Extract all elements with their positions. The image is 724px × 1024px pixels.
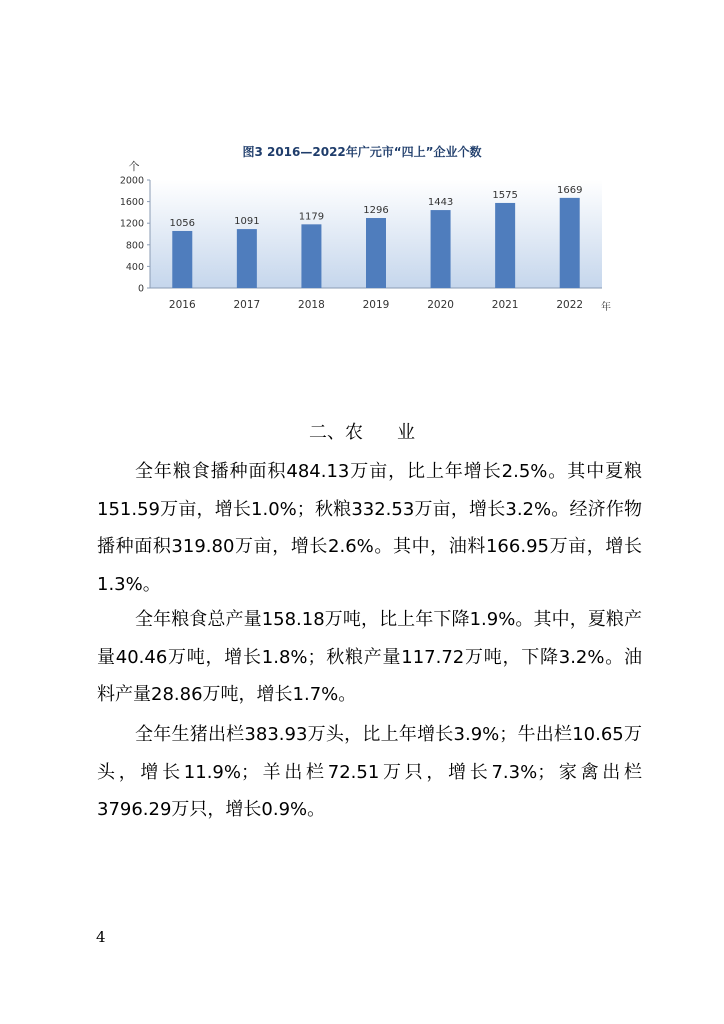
x-tick-label: 2018 xyxy=(298,299,325,311)
x-tick-label: 2020 xyxy=(427,299,454,311)
x-tick-label: 2017 xyxy=(233,299,261,311)
bar-value-label: 1575 xyxy=(492,189,518,201)
bar-2021 xyxy=(495,203,515,288)
page-number: 4 xyxy=(96,928,106,946)
y-tick-label: 0 xyxy=(137,283,144,295)
bar-value-label: 1179 xyxy=(298,211,325,223)
x-tick-label: 2021 xyxy=(491,299,519,311)
bar-2016 xyxy=(172,231,192,288)
paragraph-crop-area: 全年粮食播种面积484.13万亩，比上年增长2.5%。其中夏粮151.59万亩，增长1.0%；秋粮332.53万亩，增长3.2%。经济作物播种面积319.80万亩，增长2.6%。其中，油料166.95万亩，增长1.3%。 xyxy=(97,461,642,595)
bar-chart xyxy=(118,158,618,318)
chart-title: 图3 2016—2022年广元市“四上”企业个数 xyxy=(242,145,482,159)
paragraph-grain-output: 全年粮食总产量158.18万吨，比上年下降1.9%。其中，夏粮产量40.46万吨，增长1.8%；秋粮产量117.72万吨，下降3.2%。油料产量28.86万吨，增长1.7%。 xyxy=(97,609,642,705)
bar-value-label: 1669 xyxy=(556,184,583,196)
bar-value-label: 1296 xyxy=(363,205,389,217)
bar-2020 xyxy=(431,210,451,288)
x-tick-label: 2022 xyxy=(556,299,584,311)
section-heading xyxy=(0,418,724,444)
bar-value-label: 1091 xyxy=(234,216,260,228)
x-tick-label: 2019 xyxy=(362,299,390,311)
bar-value-label: 1056 xyxy=(169,217,196,229)
bar-2018 xyxy=(301,224,321,288)
y-tick-label: 400 xyxy=(125,261,144,273)
y-tick-label: 1200 xyxy=(119,218,144,230)
y-tick-label: 800 xyxy=(125,240,144,252)
x-tick-label: 2016 xyxy=(168,299,196,311)
bar-value-label: 1443 xyxy=(427,197,454,209)
x-axis-label: 年 xyxy=(601,302,611,313)
y-tick-label: 2000 xyxy=(119,175,144,187)
bar-2022 xyxy=(560,198,580,288)
y-axis-label: 个 xyxy=(128,160,140,173)
paragraph-livestock: 全年生猪出栏383.93万头，比上年增长3.9%；牛出栏10.65万头，增长11.9%；羊出栏72.51万只，增长7.3%；家禽出栏3796.29万只，增长0.9%。 xyxy=(97,724,642,820)
bar-2017 xyxy=(237,229,257,288)
section-heading-left: 二、农 xyxy=(309,422,363,443)
section-heading-right: 业 xyxy=(397,422,415,443)
bar-2019 xyxy=(366,218,386,288)
y-tick-label: 1600 xyxy=(119,197,144,209)
